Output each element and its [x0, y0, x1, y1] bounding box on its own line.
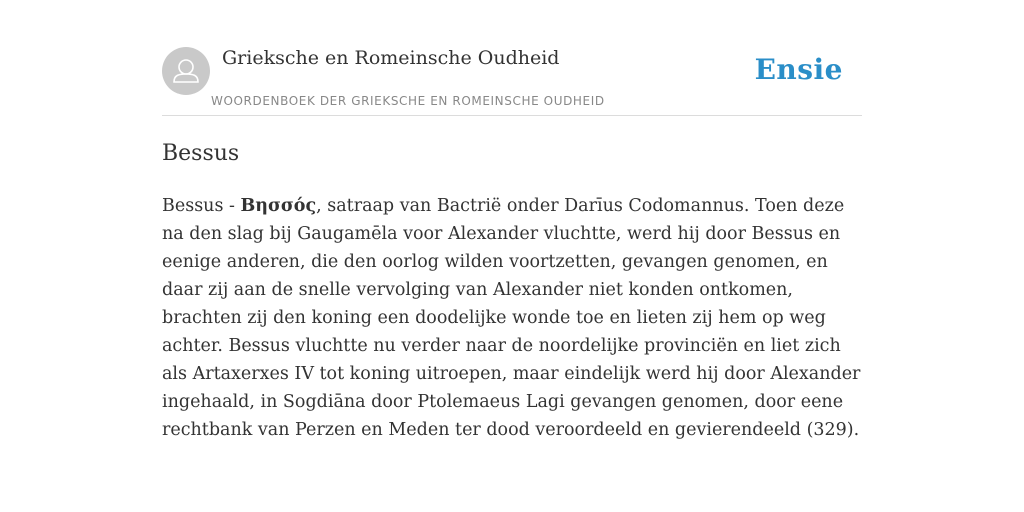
page-header — [162, 40, 862, 116]
entry-greek-name: Βησσός — [240, 196, 317, 216]
entry-body-text: , satraap van Bactrië onder Darīus Codomannus. Toen deze na den slag bij Gaugamēla voor Alexander vluchtte, werd hij door Bessus en eenige anderen, die den oorlog wilden voortzetten, gevangen genomen, en daar zij aan de snelle vervolging van Alexander niet konden ontkomen, brachten zij den koning een doodelijke wonde toe en lieten zij hem op weg achter. Bessus vluchtte nu verder naar de noordelijke provinciën en liet zich als Artaxerxes IV tot koning uitroepen, maar eindelijk werd hij door Alexander ingehaald, in Sogdiāna door Ptolemaeus Lagi gevangen genomen, door eene rechtbank van Perzen en Meden ter dood veroordeeld en gevierendeeld (329). — [162, 196, 861, 440]
entry-body-lead: Bessus - — [162, 196, 241, 216]
entry-title: Bessus — [162, 141, 240, 166]
avatar[interactable] — [162, 47, 210, 95]
user-icon — [162, 47, 210, 95]
source-subtitle: WOORDENBOEK DER GRIEKSCHE EN ROMEINSCHE OUDHEID — [211, 94, 605, 108]
entry-body — [162, 192, 862, 444]
brand-logo[interactable]: Ensie — [754, 53, 843, 86]
source-title[interactable]: Grieksche en Romeinsche Oudheid — [222, 47, 560, 69]
